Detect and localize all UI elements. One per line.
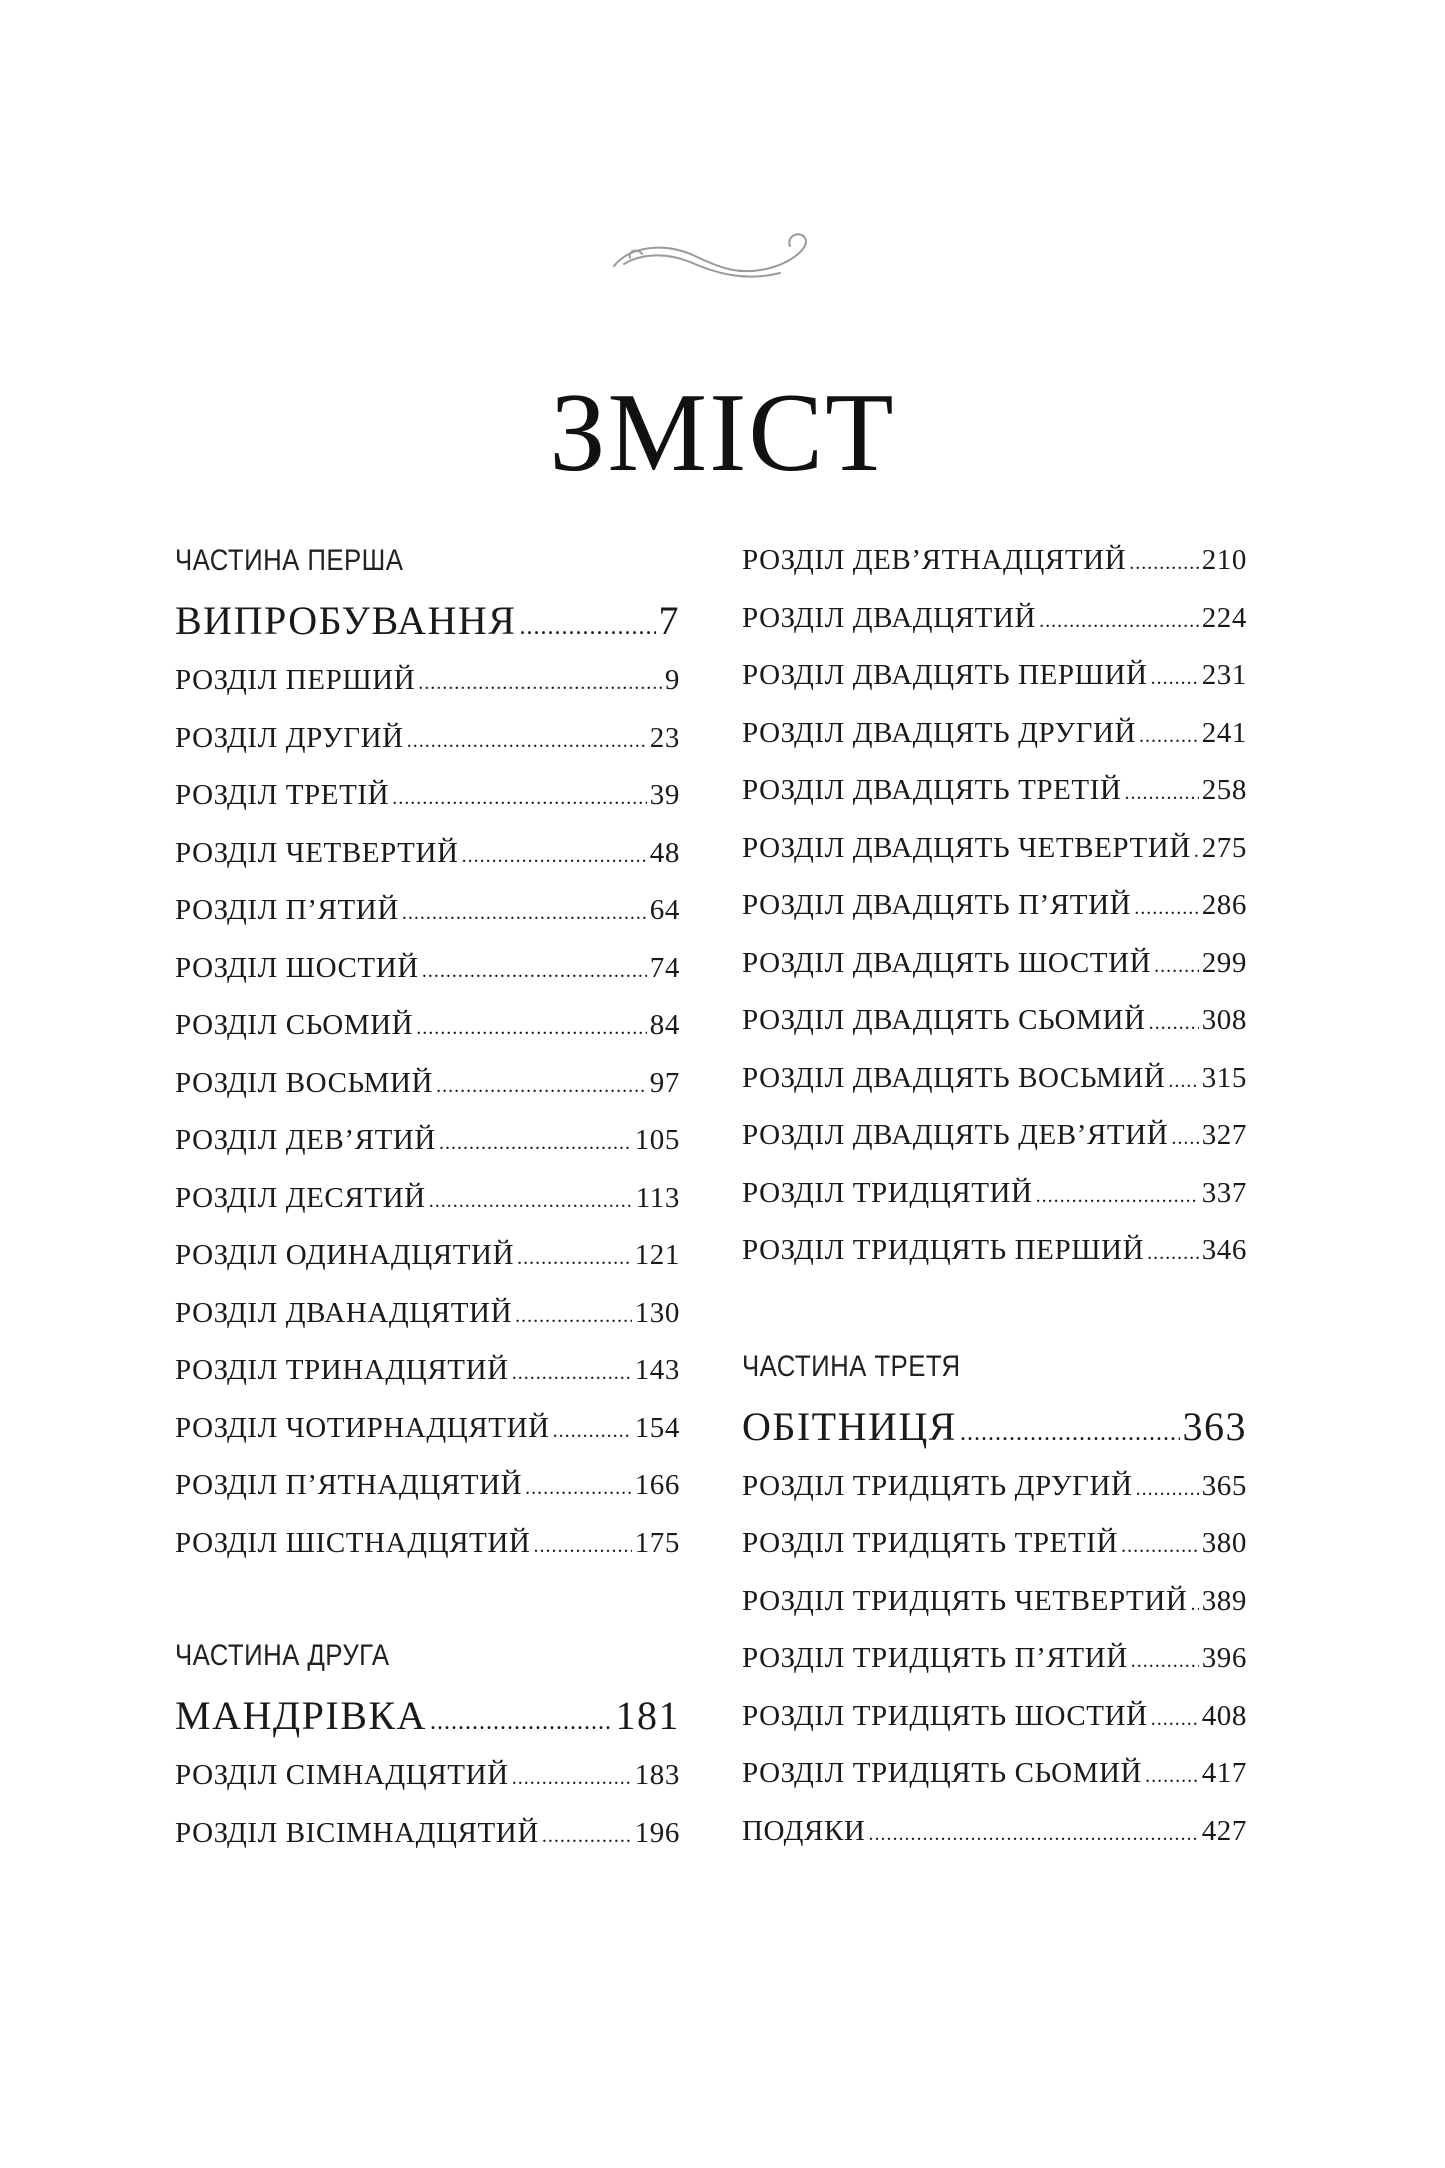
page-number: 346	[1201, 1234, 1247, 1266]
chapter-title: РОЗДІЛ ДВАДЦЯТИЙ	[742, 601, 1037, 634]
page-number: 396	[1201, 1642, 1247, 1674]
dot-leader	[517, 1230, 632, 1288]
toc-part-entry[interactable]	[742, 1396, 1247, 1458]
page-number: 308	[1201, 1004, 1247, 1036]
dot-leader	[429, 1173, 633, 1231]
page-number: 154	[634, 1411, 680, 1444]
toc-chapter-entry[interactable]	[742, 1222, 1247, 1280]
chapter-title: РОЗДІЛ ПЕРШИЙ	[175, 664, 416, 696]
page-number: 286	[1201, 889, 1247, 921]
dot-leader	[1171, 1110, 1198, 1168]
dot-leader	[525, 1460, 632, 1518]
toc-chapter-entry[interactable]	[175, 1285, 680, 1343]
entry-title: ПОДЯКИ	[742, 1814, 866, 1847]
toc-chapter-entry[interactable]	[175, 1055, 680, 1113]
toc-part-entry[interactable]	[175, 590, 680, 652]
dot-leader	[1149, 995, 1199, 1053]
toc-chapter-entry[interactable]	[742, 1573, 1247, 1631]
chapter-title: РОЗДІЛ ДВАДЦЯТЬ ДРУГИЙ	[742, 716, 1137, 749]
dot-leader	[960, 1402, 1180, 1464]
page-number: 210	[1201, 544, 1247, 576]
page-number: 7	[658, 598, 680, 643]
chapter-title: РОЗДІЛ П’ЯТИЙ	[175, 894, 399, 926]
page-number: 363	[1182, 1403, 1247, 1449]
toc-chapter-entry[interactable]	[742, 1107, 1247, 1165]
chapter-title: РОЗДІЛ ЧОТИРНАДЦЯТИЙ	[175, 1411, 550, 1444]
toc-chapter-entry[interactable]	[742, 1745, 1247, 1803]
part-label: ЧАСТИНА ПЕРША	[175, 544, 404, 577]
toc-chapter-entry[interactable]	[175, 652, 680, 710]
toc-chapter-entry[interactable]	[175, 767, 680, 825]
chapter-list	[175, 652, 680, 1572]
page-number: 39	[649, 779, 680, 811]
toc-chapter-entry[interactable]	[175, 1457, 680, 1515]
page-number: 408	[1201, 1699, 1247, 1732]
chapter-title: РОЗДІЛ ДВАНАДЦЯТИЙ	[175, 1296, 513, 1329]
chapter-list	[742, 532, 1247, 1280]
dot-leader	[407, 713, 647, 771]
page-number: 224	[1201, 601, 1247, 634]
toc-chapter-entry[interactable]	[742, 705, 1247, 763]
chapter-title: РОЗДІЛ ДВАДЦЯТЬ П’ЯТИЙ	[742, 889, 1132, 921]
toc-chapter-entry[interactable]	[175, 1747, 680, 1805]
page-number: 183	[634, 1759, 680, 1791]
chapter-title: РОЗДІЛ ОДИНАДЦЯТИЙ	[175, 1239, 515, 1271]
chapter-title: РОЗДІЛ ТРИДЦЯТЬ ПЕРШИЙ	[742, 1234, 1145, 1266]
chapter-title: РОЗДІЛ ВОСЬМИЙ	[175, 1066, 434, 1099]
dot-leader	[1147, 1225, 1199, 1283]
dot-leader	[1129, 535, 1198, 593]
page-number: 231	[1201, 659, 1247, 691]
page-number: 166	[634, 1469, 680, 1501]
dot-leader	[422, 943, 647, 1001]
dot-leader	[1145, 1748, 1199, 1806]
dot-leader	[1168, 1053, 1198, 1111]
page-number: 196	[634, 1816, 680, 1849]
dot-leader	[1134, 880, 1198, 938]
page-number: 84	[649, 1009, 680, 1041]
page-number: 130	[634, 1296, 680, 1329]
chapter-title: РОЗДІЛ ДВАДЦЯТЬ ВОСЬМИЙ	[742, 1061, 1166, 1094]
chapter-title: РОЗДІЛ ТРИДЦЯТЬ ЧЕТВЕРТИЙ	[742, 1584, 1188, 1617]
page-number: 337	[1201, 1176, 1247, 1209]
dot-leader	[868, 1806, 1198, 1864]
dot-leader	[1190, 1576, 1198, 1634]
page-number: 121	[634, 1239, 680, 1271]
part-title: МАНДРІВКА	[175, 1693, 427, 1738]
dot-leader	[1121, 1518, 1199, 1576]
toc-chapter-entry[interactable]	[175, 997, 680, 1055]
dot-leader	[439, 1115, 632, 1173]
dot-leader	[1039, 593, 1199, 651]
page-number: 181	[615, 1693, 680, 1738]
chapter-title: РОЗДІЛ ДЕВ’ЯТНАДЦЯТИЙ	[742, 544, 1127, 576]
dot-leader	[515, 1288, 632, 1346]
dot-leader	[1151, 1691, 1199, 1749]
chapter-title: РОЗДІЛ СЬОМИЙ	[175, 1009, 414, 1041]
page-number: 315	[1201, 1061, 1247, 1094]
chapter-title: РОЗДІЛ ДВАДЦЯТЬ ПЕРШИЙ	[742, 659, 1148, 691]
page-number: 23	[649, 721, 680, 754]
chapter-title: РОЗДІЛ ДРУГИЙ	[175, 721, 404, 754]
page-number: 241	[1201, 716, 1247, 749]
toc-chapter-entry[interactable]	[175, 1227, 680, 1285]
page-number: 427	[1201, 1814, 1247, 1847]
dot-leader	[1136, 1461, 1199, 1519]
toc-chapter-entry[interactable]	[742, 1515, 1247, 1573]
dot-leader	[1154, 938, 1199, 996]
chapter-title: РОЗДІЛ ДВАДЦЯТЬ ШОСТИЙ	[742, 946, 1152, 979]
chapter-title: РОЗДІЛ ВІСІМНАДЦЯТИЙ	[175, 1816, 539, 1849]
page-number: 105	[634, 1124, 680, 1156]
dot-leader	[430, 1691, 613, 1753]
page-title: ЗМІСТ	[549, 371, 896, 496]
toc-chapter-entry[interactable]	[175, 1342, 680, 1400]
dot-leader	[553, 1403, 632, 1461]
dot-leader	[1125, 765, 1199, 823]
chapter-title: РОЗДІЛ ТРИДЦЯТЬ ШОСТИЙ	[742, 1699, 1148, 1732]
toc-chapter-entry[interactable]	[742, 1688, 1247, 1746]
toc-chapter-entry[interactable]	[742, 992, 1247, 1050]
toc-right-column	[742, 532, 1247, 1860]
page-number: 380	[1201, 1527, 1247, 1559]
page-number: 143	[634, 1354, 680, 1386]
page-number: 417	[1201, 1757, 1247, 1789]
dot-leader	[1036, 1168, 1199, 1226]
page-number: 389	[1201, 1584, 1247, 1617]
toc-chapter-entry[interactable]	[175, 882, 680, 940]
page-number: 48	[649, 836, 680, 869]
toc-chapter-entry[interactable]	[742, 1458, 1247, 1516]
part-title: ВИПРОБУВАННЯ	[175, 598, 517, 643]
page-number: 258	[1201, 774, 1247, 806]
dot-leader	[512, 1750, 632, 1808]
dot-leader	[1151, 650, 1199, 708]
page-number: 113	[635, 1181, 680, 1214]
chapter-list	[742, 1458, 1247, 1803]
dot-leader	[542, 1808, 632, 1866]
chapter-title: РОЗДІЛ П’ЯТНАДЦЯТИЙ	[175, 1469, 523, 1501]
chapter-title: РОЗДІЛ ДЕСЯТИЙ	[175, 1181, 426, 1214]
dot-leader	[533, 1518, 631, 1576]
dot-leader	[392, 770, 647, 828]
toc-chapter-entry[interactable]	[175, 1170, 680, 1228]
toc-chapter-entry[interactable]	[175, 1515, 680, 1573]
toc-acknowledgements-entry[interactable]	[742, 1803, 1247, 1861]
part-label: ЧАСТИНА ДРУГА	[175, 1639, 390, 1672]
page-number: 74	[649, 951, 680, 984]
chapter-title: РОЗДІЛ ДВАДЦЯТЬ ЧЕТВЕРТИЙ	[742, 831, 1191, 864]
chapter-title: РОЗДІЛ ДВАДЦЯТЬ ТРЕТІЙ	[742, 774, 1122, 806]
dot-leader	[462, 828, 647, 886]
toc-chapter-entry[interactable]	[175, 710, 680, 768]
page-number: 327	[1201, 1119, 1247, 1151]
chapter-title: РОЗДІЛ ШІСТНАДЦЯТИЙ	[175, 1526, 531, 1559]
chapter-title: РОЗДІЛ ТРИДЦЯТИЙ	[742, 1176, 1033, 1209]
toc-chapter-entry[interactable]	[742, 1050, 1247, 1108]
chapter-title: РОЗДІЛ ДЕВ’ЯТИЙ	[175, 1124, 436, 1156]
toc-chapter-entry[interactable]	[742, 935, 1247, 993]
dot-leader	[416, 1000, 647, 1058]
chapter-title: РОЗДІЛ ДВАДЦЯТЬ СЬОМИЙ	[742, 1004, 1146, 1036]
chapter-title: РОЗДІЛ ТРИНАДЦЯТИЙ	[175, 1354, 509, 1386]
toc-chapter-entry[interactable]	[742, 762, 1247, 820]
chapter-title: РОЗДІЛ ТРИДЦЯТЬ ТРЕТІЙ	[742, 1527, 1119, 1559]
toc-chapter-entry[interactable]	[742, 1630, 1247, 1688]
page-number: 97	[649, 1066, 680, 1099]
chapter-title: РОЗДІЛ ШОСТИЙ	[175, 951, 419, 984]
part-label: ЧАСТИНА ТРЕТЯ	[742, 1349, 961, 1383]
dot-leader	[436, 1058, 647, 1116]
toc-part-entry[interactable]	[175, 1685, 680, 1747]
page-number: 299	[1201, 946, 1247, 979]
page-number: 64	[649, 894, 680, 926]
chapter-title: РОЗДІЛ ТРИДЦЯТЬ ДРУГИЙ	[742, 1469, 1133, 1502]
flourish-ornament-icon	[610, 228, 835, 298]
dot-leader	[402, 885, 647, 943]
toc-chapter-entry[interactable]	[742, 647, 1247, 705]
toc-chapter-entry[interactable]	[742, 1165, 1247, 1223]
toc-left-column	[175, 532, 680, 1862]
toc-chapter-entry[interactable]	[742, 820, 1247, 878]
page-number: 175	[634, 1526, 680, 1559]
page-number: 365	[1201, 1469, 1247, 1502]
toc-chapter-entry[interactable]	[175, 1112, 680, 1170]
page-number: 275	[1201, 831, 1247, 864]
toc-chapter-entry[interactable]	[742, 877, 1247, 935]
dot-leader	[519, 596, 655, 658]
chapter-title: РОЗДІЛ ТРЕТІЙ	[175, 779, 390, 811]
dot-leader	[512, 1345, 632, 1403]
toc-chapter-entry[interactable]	[175, 1805, 680, 1863]
dot-leader	[418, 655, 662, 713]
dot-leader	[1139, 708, 1199, 766]
toc-chapter-entry[interactable]	[175, 1400, 680, 1458]
chapter-title: РОЗДІЛ СІМНАДЦЯТИЙ	[175, 1759, 509, 1791]
chapter-list	[175, 1747, 680, 1862]
toc-chapter-entry[interactable]	[742, 590, 1247, 648]
part-title: ОБІТНИЦЯ	[742, 1403, 957, 1449]
dot-leader	[1131, 1633, 1199, 1691]
chapter-title: РОЗДІЛ ЧЕТВЕРТИЙ	[175, 836, 459, 869]
chapter-title: РОЗДІЛ ДВАДЦЯТЬ ДЕВ’ЯТИЙ	[742, 1119, 1169, 1151]
chapter-title: РОЗДІЛ ТРИДЦЯТЬ СЬОМИЙ	[742, 1757, 1143, 1789]
toc-chapter-entry[interactable]	[742, 532, 1247, 590]
page-number: 9	[664, 664, 680, 696]
toc-chapter-entry[interactable]	[175, 940, 680, 998]
dot-leader	[1194, 823, 1199, 881]
chapter-title: РОЗДІЛ ТРИДЦЯТЬ П’ЯТИЙ	[742, 1642, 1128, 1674]
toc-chapter-entry[interactable]	[175, 825, 680, 883]
